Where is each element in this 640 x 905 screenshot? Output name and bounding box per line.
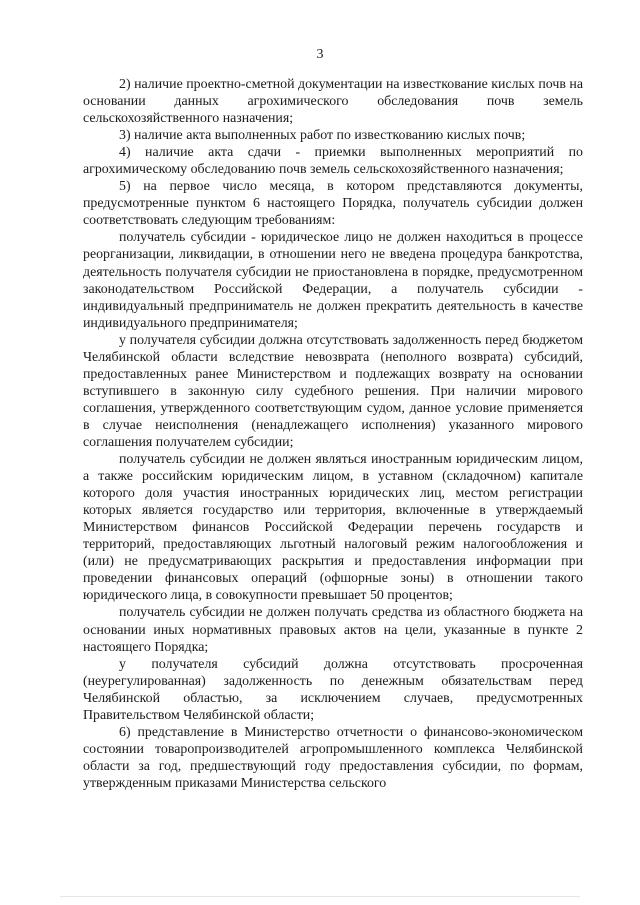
paragraph-requirement-foreign-entity: получатель субсидии не должен являться иностранным юридическим лицом, а также российским юридическим лицом, в уставном (складочном) капитале которого доля участия иностранных юридических лиц, местом регистрации которых является государство или территория, включенные в утверждаемый Министерством финансов Российской Федерации перечень государств и территорий, предоставляющих льготный налоговый режим налогообложения и (или) не предусматривающих раскрытия и предоставления информации при проведении финансовых операций (офшорные зоны) в отношении такого юридического лица, в совокупности превышает 50 процентов; bbox=[83, 452, 583, 604]
paragraph-item-6: 6) представление в Министерство отчетности о финансово-экономическом состоянии товаропроизводителей агропромышленного комплекса Челябинской области за год, предшествующий году предоставления субсидии, по формам, утвержденным приказами Министерства сельского bbox=[83, 724, 583, 791]
paragraph-item-5: 5) на первое число месяца, в котором представляются документы, предусмотренные пунктом 6 настоящего Порядка, получатель субсидии должен соответствовать следующим требованиям: bbox=[83, 179, 583, 229]
page-bottom-edge bbox=[60, 896, 580, 897]
paragraph-requirement-debt: у получателя субсидии должна отсутствовать задолженность перед бюджетом Челябинской области вследствие невозврата (неполного возврата) субсидий, предоставленных ранее Министерством и подлежащих возврату на основании вступившего в законную силу судебного решения. При наличии мирового соглашения, утвержденного соответствующим судом, данное условие применяется в случае неисполнения (ненадлежащего исполнения) указанного мирового соглашения получателем субсидии; bbox=[83, 332, 583, 450]
paragraph-item-2: 2) наличие проектно-сметной документации на известкование кислых почв на основании данных агрохимического обследования почв земель сельскохозяйственного назначения; bbox=[83, 77, 583, 127]
paragraph-requirement-overdue-debt: у получателя субсидий должна отсутствовать просроченная (неурегулированная) задолженность по денежным обязательствам перед Челябинской областью, за исключением случаев, предусмотренных Правительством Челябинской области; bbox=[83, 656, 583, 723]
page-number: 3 bbox=[316, 47, 324, 62]
paragraph-requirement-reorganization: получатель субсидии - юридическое лицо не должен находиться в процессе реорганизации, ликвидации, в отношении него не введена процедура банкротства, деятельность получателя субсидии не приостановлена в порядке, предусмотренном законодательством Российской Федерации, а получатель субсидии - индивидуальный предприниматель не должен прекратить деятельность в качестве индивидуального предпринимателя; bbox=[83, 230, 583, 331]
document-body bbox=[83, 76, 583, 792]
paragraph-requirement-other-funds: получатель субсидии не должен получать средства из областного бюджета на основании иных нормативных правовых актов на цели, указанные в пункте 2 настоящего Порядка; bbox=[83, 605, 583, 655]
paragraph-item-4: 4) наличие акта сдачи - приемки выполненных мероприятий по агрохимическому обследованию почв земель сельскохозяйственного назначения; bbox=[83, 145, 583, 178]
paragraph-item-3: 3) наличие акта выполненных работ по известкованию кислых почв; bbox=[119, 128, 526, 144]
